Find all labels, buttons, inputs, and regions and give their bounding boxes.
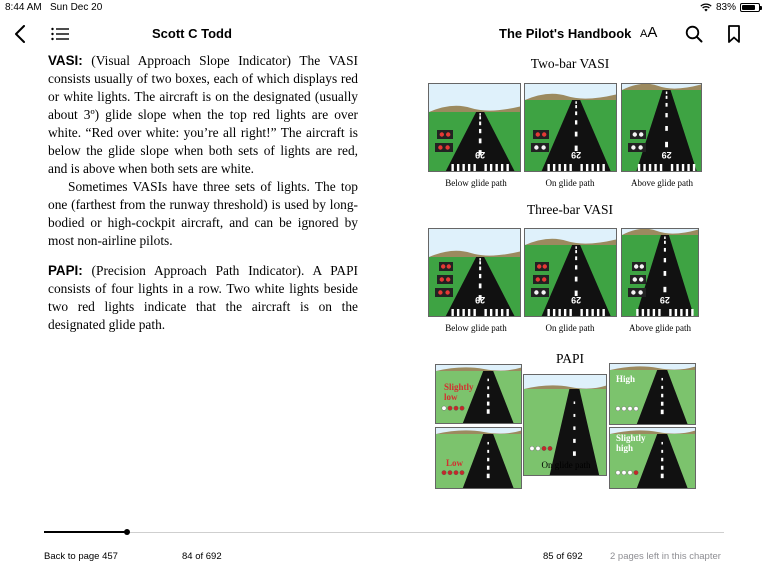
two-bar-above-panel xyxy=(621,83,702,172)
two-bar-above-caption: Above glide path xyxy=(631,178,693,188)
wifi-icon xyxy=(700,3,712,12)
left-page-number: 84 of 692 xyxy=(182,551,222,562)
progress-knob[interactable] xyxy=(124,529,130,535)
left-page xyxy=(48,52,358,334)
two-bar-below-panel xyxy=(428,83,521,172)
two-bar-on-panel xyxy=(524,83,617,172)
book-author: Scott C Todd xyxy=(152,26,232,41)
progress-track[interactable] xyxy=(44,532,724,533)
back-chevron-icon[interactable] xyxy=(8,22,32,46)
papi-low-label: Low xyxy=(446,458,464,468)
svg-text:29: 29 xyxy=(571,150,582,160)
status-bar xyxy=(0,0,768,16)
vasi-description: (Visual Approach Slope Indicator) The VASI consists usually of two boxes, each of which displays red or white lights. The aircraft is on the designated (usually about 3º) glide slope when the top red lights are over white. “Red over white: you’re all right!” The aircraft is below the glide slope when both sets of lights are red, and is above when both sets are white. xyxy=(48,53,358,176)
svg-text:29: 29 xyxy=(571,295,582,305)
status-time: 8:44 AM xyxy=(5,2,42,13)
back-to-page-link[interactable]: Back to page 457 xyxy=(44,551,118,562)
right-page-figures xyxy=(420,52,720,502)
papi-high-label: High xyxy=(616,374,636,384)
progress-fill xyxy=(44,531,128,533)
reader-toolbar xyxy=(0,18,768,50)
papi-on-glide-path-label: On glide path xyxy=(541,460,591,470)
papi-high-panel xyxy=(609,363,696,425)
right-page-number: 85 of 692 xyxy=(543,551,583,562)
three-bar-above-caption: Above glide path xyxy=(629,323,691,333)
reader-footer xyxy=(0,520,768,576)
three-bar-on-panel xyxy=(524,228,617,317)
papi-slightly-low-label: Slightly low xyxy=(444,382,474,402)
papi-title: PAPI xyxy=(555,351,585,366)
three-bar-on-caption: On glide path xyxy=(545,323,595,333)
svg-text:29: 29 xyxy=(475,150,486,160)
two-bar-below-caption: Below glide path xyxy=(445,178,507,188)
three-bar-below-panel xyxy=(428,228,521,317)
book-title: The Pilot's Handbook xyxy=(499,26,632,41)
status-date: Sun Dec 20 xyxy=(50,2,103,13)
bookmark-icon[interactable] xyxy=(722,22,746,46)
contents-list-icon[interactable] xyxy=(48,22,72,46)
battery-percent: 83% xyxy=(715,2,736,13)
papi-paragraph xyxy=(48,262,358,334)
papi-term: PAPI: xyxy=(48,263,83,278)
three-bar-paragraph: Sometimes VASIs have three sets of lights. The top one (farthest from the runway threshold) is used by long-bodied or high-cockpit aircraft, and can be ignored by most non-airline pilots. xyxy=(48,179,358,248)
svg-text:29: 29 xyxy=(661,150,672,160)
three-bar-below-caption: Below glide path xyxy=(445,323,507,333)
three-bar-above-panel xyxy=(621,228,699,317)
three-bar-vasi-title: Three-bar VASI xyxy=(526,202,614,217)
battery-fill xyxy=(742,5,755,10)
svg-text:29: 29 xyxy=(475,295,486,305)
two-bar-vasi-title: Two-bar VASI xyxy=(530,56,610,71)
font-size-button[interactable]: AA xyxy=(640,24,658,41)
papi-description: (Precision Approach Path Indicator). A PAPI consists of four lights in a row. Two white lights beside two red lights indicate that the aircraft is on the designated glide path. xyxy=(48,263,358,332)
pages-left-in-chapter: 2 pages left in this chapter xyxy=(610,551,721,562)
two-bar-on-caption: On glide path xyxy=(545,178,595,188)
search-icon[interactable] xyxy=(682,22,706,46)
status-right xyxy=(700,2,760,13)
papi-slightly-high-label: Slightly high xyxy=(616,433,646,453)
vasi-paragraph xyxy=(48,52,358,178)
svg-text:29: 29 xyxy=(659,295,670,305)
vasi-term: VASI: xyxy=(48,53,83,68)
battery-icon xyxy=(740,3,760,12)
